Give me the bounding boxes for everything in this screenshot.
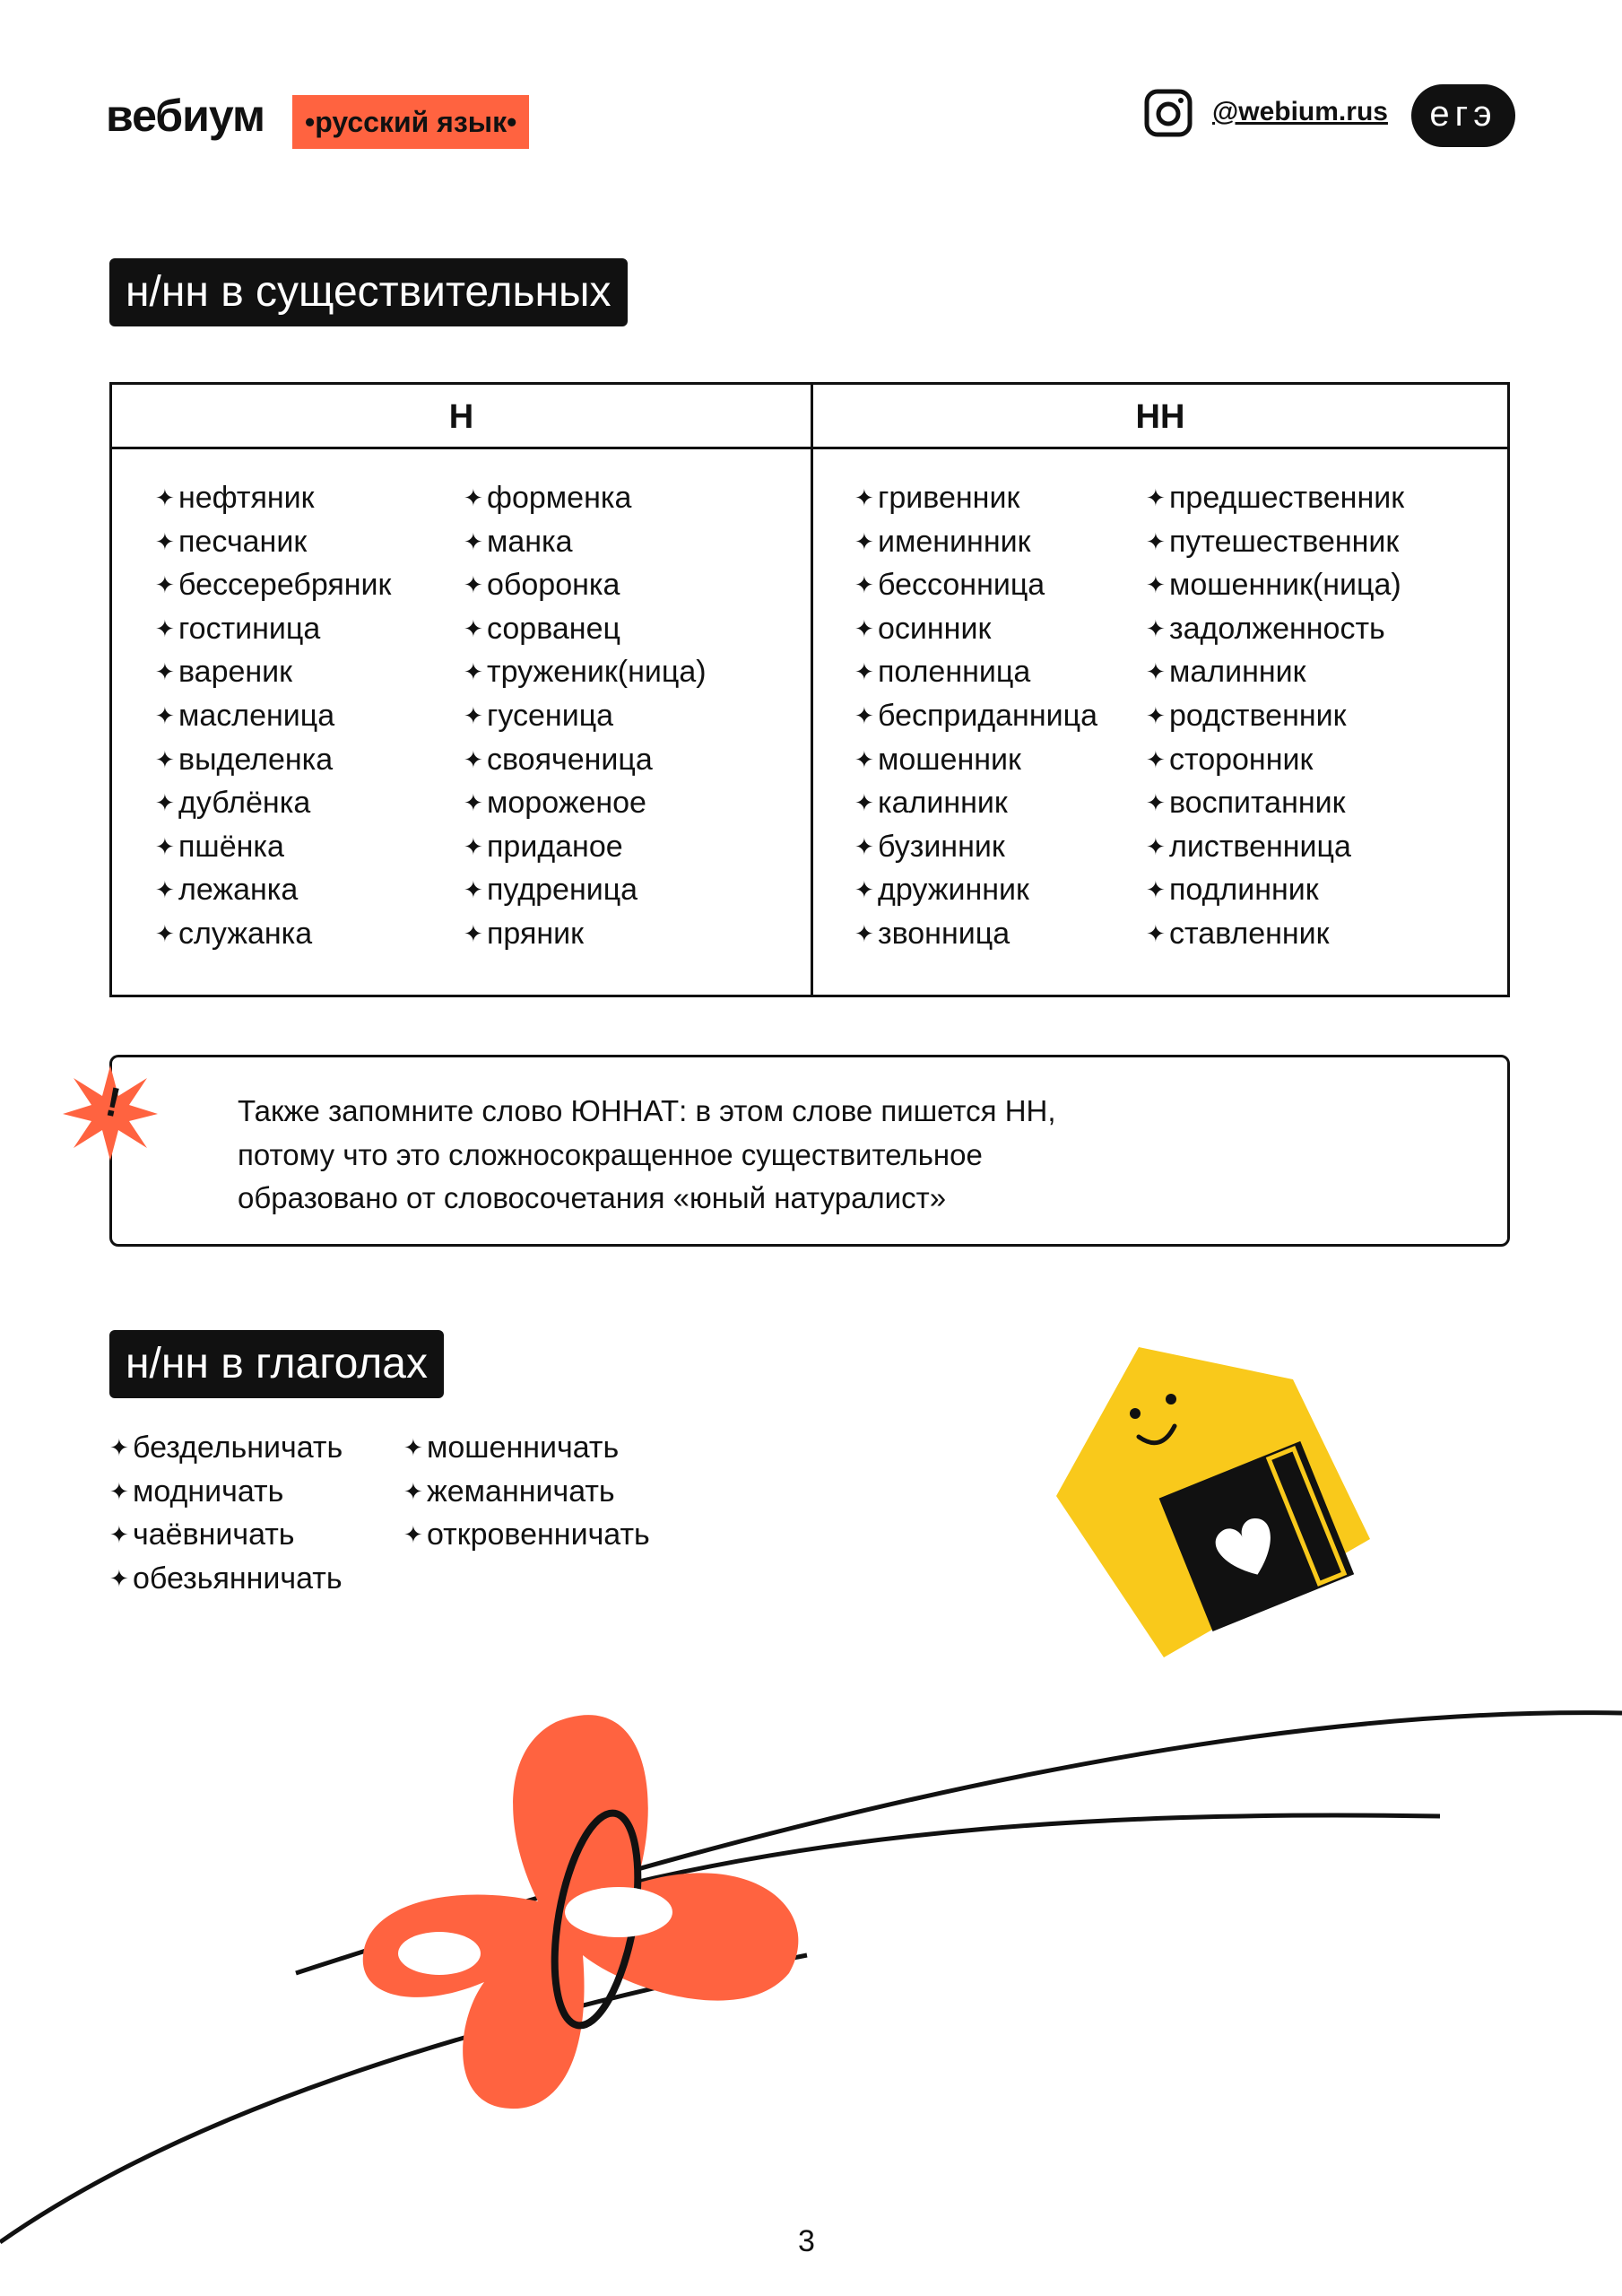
word-text: мошенник [878,742,1021,777]
star-bullet-icon: ✦ [109,1564,129,1592]
star-bullet-icon: ✦ [854,484,874,511]
word-text: гусеница [487,698,614,733]
word-text: бездельничать [133,1431,343,1465]
star-bullet-icon: ✦ [464,919,483,947]
word-item [854,694,1097,738]
star-bullet-icon: ✦ [403,1521,423,1549]
star-bullet-icon: ✦ [403,1434,423,1461]
word-text: жеманничать [427,1474,615,1509]
star-bullet-icon: ✦ [403,1477,423,1505]
star-bullet-icon: ✦ [155,571,175,599]
table-header-n: Н [112,385,811,449]
word-item [854,738,1097,782]
word-text: дублёнка [178,786,311,821]
word-item [464,825,707,869]
word-item [464,912,707,956]
word-text: откровенничать [427,1518,650,1552]
verbs-column-1 [109,1426,343,1600]
word-text: подлинник [1169,873,1319,908]
word-text: песчаник [178,524,308,559]
word-item [464,781,707,825]
word-text: пряник [487,916,584,951]
word-item [854,607,1097,651]
star-bullet-icon: ✦ [464,832,483,860]
star-bullet-icon: ✦ [155,789,175,817]
word-text: мошенничать [427,1431,620,1465]
word-item [464,607,707,651]
word-text: воспитанник [1169,786,1346,821]
word-text: лиственница [1169,829,1351,864]
word-item [1146,694,1404,738]
star-bullet-icon: ✦ [155,745,175,773]
word-item [854,650,1097,694]
table-divider [811,385,813,995]
word-text: малинник [1169,655,1306,690]
n-column-2 [464,476,707,956]
word-text: дружинник [878,873,1029,908]
star-bullet-icon: ✦ [464,484,483,511]
star-bullet-icon: ✦ [155,876,175,904]
section-title-nouns: н/нн в существительных [109,258,628,326]
note-line-text: образовано от словосочетания «юный натуралист» [238,1181,947,1215]
word-text: обезьянничать [133,1561,343,1596]
word-item [109,1513,343,1557]
note-line [238,1177,1056,1221]
word-item [1146,912,1404,956]
house-illustration [1049,1336,1381,1659]
star-bullet-icon: ✦ [464,876,483,904]
page-number: 3 [798,2224,815,2258]
word-text: оборонка [487,568,620,603]
star-bullet-icon: ✦ [155,527,175,555]
word-text: родственник [1169,698,1347,733]
star-bullet-icon: ✦ [854,745,874,773]
verbs-column-2 [403,1426,650,1557]
word-text: бесприданница [878,698,1097,733]
word-item [109,1426,343,1470]
word-text: бузинник [878,829,1005,864]
word-item [1146,650,1404,694]
word-item [155,781,391,825]
word-item [854,476,1097,520]
note-line [238,1090,1056,1134]
word-item [155,694,391,738]
instagram-icon [1143,88,1193,138]
word-text: труженик(ница) [487,655,707,690]
star-bullet-icon: ✦ [1146,527,1166,555]
star-bullet-icon: ✦ [1146,658,1166,686]
word-item [464,520,707,564]
word-text: сторонник [1169,742,1314,777]
word-text: лежанка [178,873,299,908]
star-bullet-icon: ✦ [1146,789,1166,817]
exclamation-burst-icon [61,1064,160,1162]
word-item [155,650,391,694]
nn-column-1 [854,476,1097,956]
word-text: манка [487,524,573,559]
star-bullet-icon: ✦ [1146,832,1166,860]
star-bullet-icon: ✦ [464,789,483,817]
note-text [238,1090,1056,1221]
word-text: ставленник [1169,916,1330,951]
word-text: гостиница [178,611,321,646]
note-box [109,1055,1510,1247]
word-item [155,868,391,912]
word-item [403,1513,650,1557]
word-item [1146,476,1404,520]
star-bullet-icon: ✦ [854,701,874,729]
star-bullet-icon: ✦ [1146,745,1166,773]
star-bullet-icon: ✦ [854,614,874,642]
word-item [1146,825,1404,869]
word-item [155,738,391,782]
word-text: бессеребряник [178,568,392,603]
word-item [155,476,391,520]
word-item [1146,563,1404,607]
star-bullet-icon: ✦ [1146,484,1166,511]
word-item [1146,520,1404,564]
word-item [854,825,1097,869]
word-text: бессонница [878,568,1045,603]
word-item [854,868,1097,912]
word-item [155,563,391,607]
exam-badge: егэ [1411,84,1515,147]
word-item [464,694,707,738]
decorative-swoosh [0,1686,1622,2260]
star-bullet-icon: ✦ [854,832,874,860]
word-item [464,868,707,912]
star-bullet-icon: ✦ [464,745,483,773]
star-bullet-icon: ✦ [155,832,175,860]
word-text: гривенник [878,481,1020,515]
star-bullet-icon: ✦ [464,614,483,642]
word-item [1146,607,1404,651]
word-item [109,1470,343,1514]
word-text: масленица [178,698,335,733]
word-item [1146,738,1404,782]
section-title-verbs: н/нн в глаголах [109,1330,444,1398]
word-item [464,738,707,782]
star-bullet-icon: ✦ [464,527,483,555]
word-text: путешественник [1169,524,1400,559]
star-bullet-icon: ✦ [854,876,874,904]
word-item [854,520,1097,564]
word-text: выделенка [178,742,334,777]
word-item [109,1557,343,1601]
instagram-handle[interactable]: @webium.rus [1212,97,1388,126]
star-bullet-icon: ✦ [155,701,175,729]
word-text: мороженое [487,786,646,821]
n-column-1 [155,476,391,956]
nn-column-2 [1146,476,1404,956]
star-bullet-icon: ✦ [1146,876,1166,904]
star-bullet-icon: ✦ [155,919,175,947]
logo: вебиум [106,91,265,141]
word-item [464,650,707,694]
star-bullet-icon: ✦ [1146,571,1166,599]
star-bullet-icon: ✦ [155,614,175,642]
word-text: сорванец [487,611,620,646]
star-bullet-icon: ✦ [1146,614,1166,642]
word-text: приданое [487,829,623,864]
table-header-nn: НН [813,385,1507,449]
word-text: задолженность [1169,611,1385,646]
star-bullet-icon: ✦ [854,658,874,686]
word-text: пшёнка [178,829,284,864]
word-item [464,476,707,520]
words-table [109,382,1510,997]
exclamation-mark: ! [101,1077,126,1126]
word-text: осинник [878,611,992,646]
star-bullet-icon: ✦ [854,571,874,599]
star-bullet-icon: ✦ [854,789,874,817]
star-bullet-icon: ✦ [1146,919,1166,947]
star-bullet-icon: ✦ [155,658,175,686]
star-bullet-icon: ✦ [854,527,874,555]
note-line-text: Также запомните слово ЮННАТ: в этом слове пишется НН, [238,1094,1056,1127]
word-item [1146,781,1404,825]
word-item [155,520,391,564]
word-text: пудреница [487,873,638,908]
word-item [1146,868,1404,912]
word-item [464,563,707,607]
word-text: мошенник(ница) [1169,568,1401,603]
note-line [238,1134,1056,1178]
star-bullet-icon: ✦ [109,1521,129,1549]
word-text: модничать [133,1474,284,1509]
subject-badge: •русский язык• [292,95,529,149]
word-text: служанка [178,916,313,951]
word-text: нефтяник [178,481,315,515]
word-text: своячeница [487,742,653,777]
star-bullet-icon: ✦ [109,1477,129,1505]
word-item [854,781,1097,825]
note-line-text: потому что это сложносокращенное существительное [238,1137,983,1171]
word-text: именинник [878,524,1031,559]
star-bullet-icon: ✦ [854,919,874,947]
word-item [854,563,1097,607]
star-bullet-icon: ✦ [155,484,175,511]
star-bullet-icon: ✦ [109,1434,129,1461]
word-item [155,825,391,869]
word-item [854,912,1097,956]
word-item [155,912,391,956]
word-text: поленница [878,655,1031,690]
word-text: калинник [878,786,1008,821]
word-text: чаёвничать [133,1518,295,1552]
word-item [403,1470,650,1514]
word-text: форменка [487,481,632,515]
word-item [155,607,391,651]
word-text: вареник [178,655,293,690]
word-text: звонница [878,916,1010,951]
word-text: предшественник [1169,481,1405,515]
star-bullet-icon: ✦ [1146,701,1166,729]
word-item [403,1426,650,1470]
star-bullet-icon: ✦ [464,571,483,599]
star-bullet-icon: ✦ [464,701,483,729]
star-bullet-icon: ✦ [464,658,483,686]
